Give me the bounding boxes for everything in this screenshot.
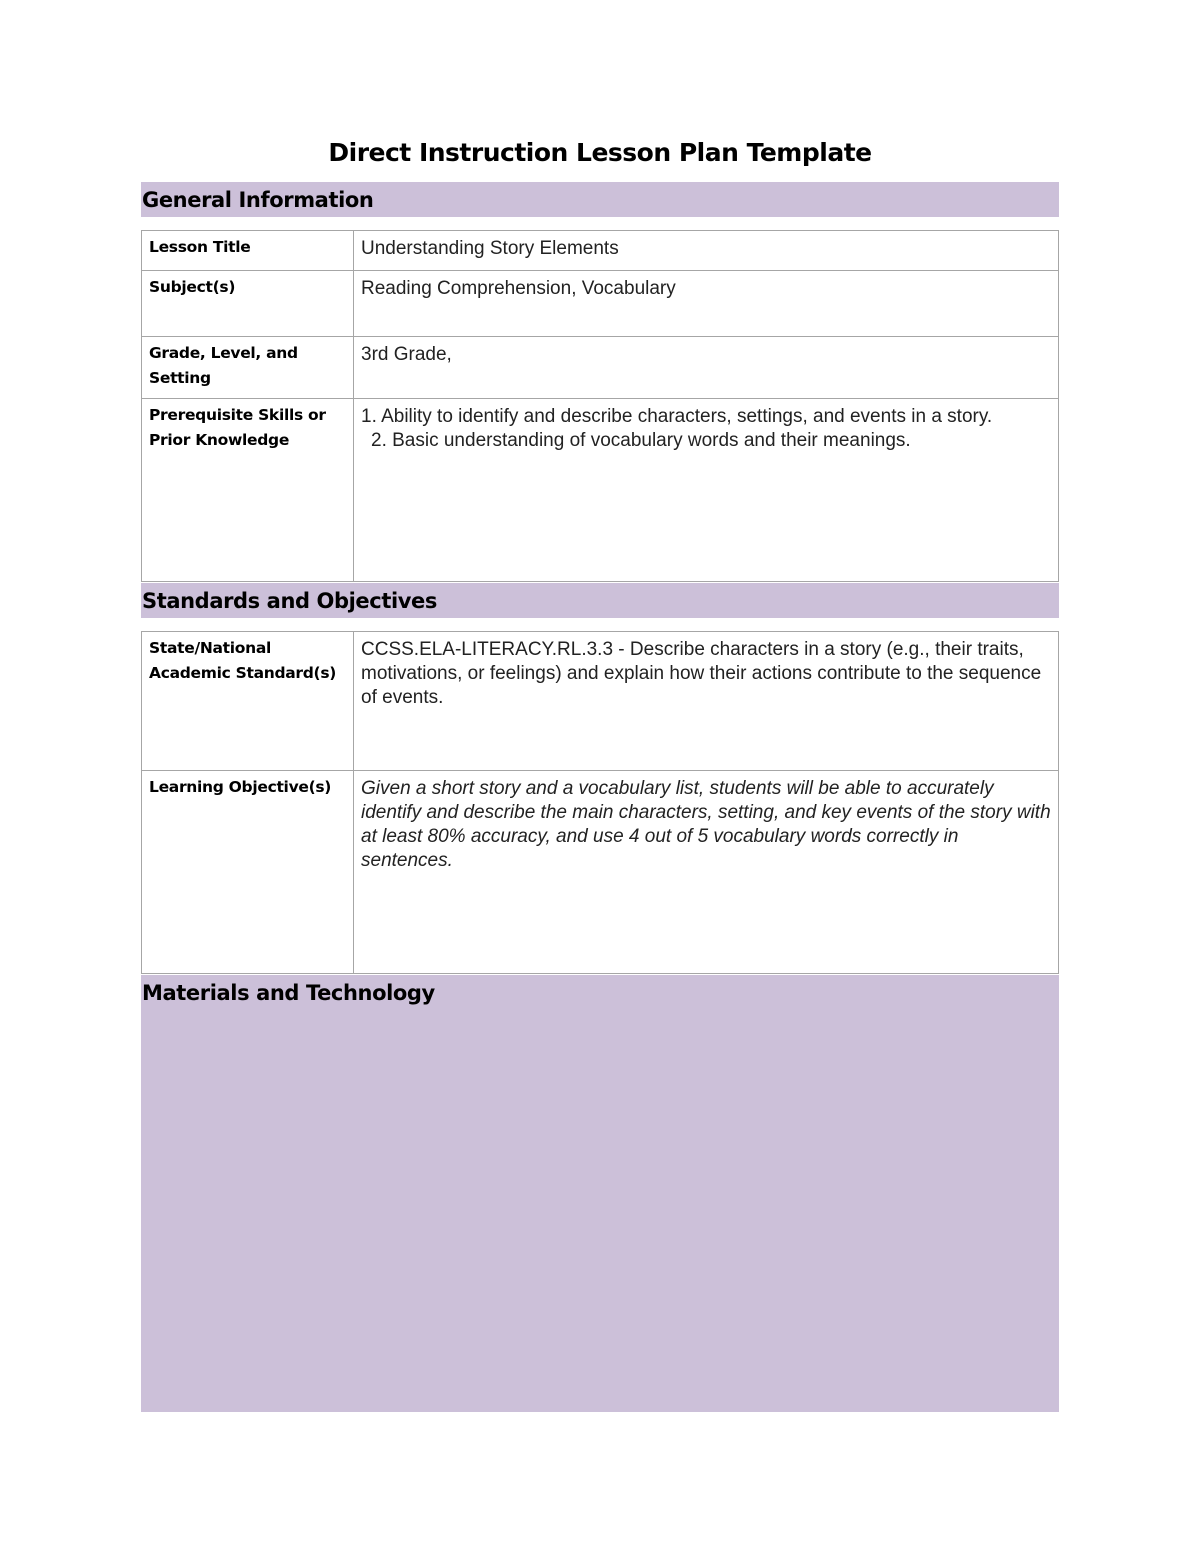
- row-label: Subject(s): [142, 271, 354, 337]
- row-label: Grade, Level, and Setting: [142, 337, 354, 399]
- section-header-standards-objectives: Standards and Objectives: [141, 583, 1059, 618]
- subjects-value: Reading Comprehension, Vocabulary: [354, 271, 1059, 337]
- section-header-materials-technology: Materials and Technology: [141, 975, 1059, 1412]
- table-row: [142, 771, 1059, 974]
- lesson-title-value: Understanding Story Elements: [354, 231, 1059, 271]
- section-header-general-information: General Information: [141, 182, 1059, 217]
- list-item: 2. Basic understanding of vocabulary words and their meanings.: [371, 430, 911, 451]
- table-row: [142, 632, 1059, 771]
- standards-objectives-table: [141, 631, 1059, 974]
- academic-standard-value: CCSS.ELA-LITERACY.RL.3.3 - Describe characters in a story (e.g., their traits, motivations, or feelings) and explain how their actions contribute to the sequence of events.: [354, 632, 1059, 771]
- table-row: [142, 337, 1059, 399]
- row-label: Prerequisite Skills or Prior Knowledge: [142, 399, 354, 582]
- prerequisite-skills-value: [354, 399, 1059, 582]
- row-label: Learning Objective(s): [142, 771, 354, 974]
- table-row: [142, 399, 1059, 582]
- row-label: State/National Academic Standard(s): [142, 632, 354, 771]
- table-row: [142, 271, 1059, 337]
- general-information-table: [141, 230, 1059, 582]
- row-label: Lesson Title: [142, 231, 354, 271]
- learning-objective-value: Given a short story and a vocabulary list, students will be able to accurately identify and describe the main characters, setting, and key events of the story with at least 80% accuracy, and use 4 out of 5 vocabulary words correctly in sentences.: [354, 771, 1059, 974]
- list-item: 1. Ability to identify and describe characters, settings, and events in a story.: [361, 406, 993, 427]
- document-title: Direct Instruction Lesson Plan Template: [328, 138, 872, 167]
- table-row: [142, 231, 1059, 271]
- grade-level-value: 3rd Grade,: [354, 337, 1059, 399]
